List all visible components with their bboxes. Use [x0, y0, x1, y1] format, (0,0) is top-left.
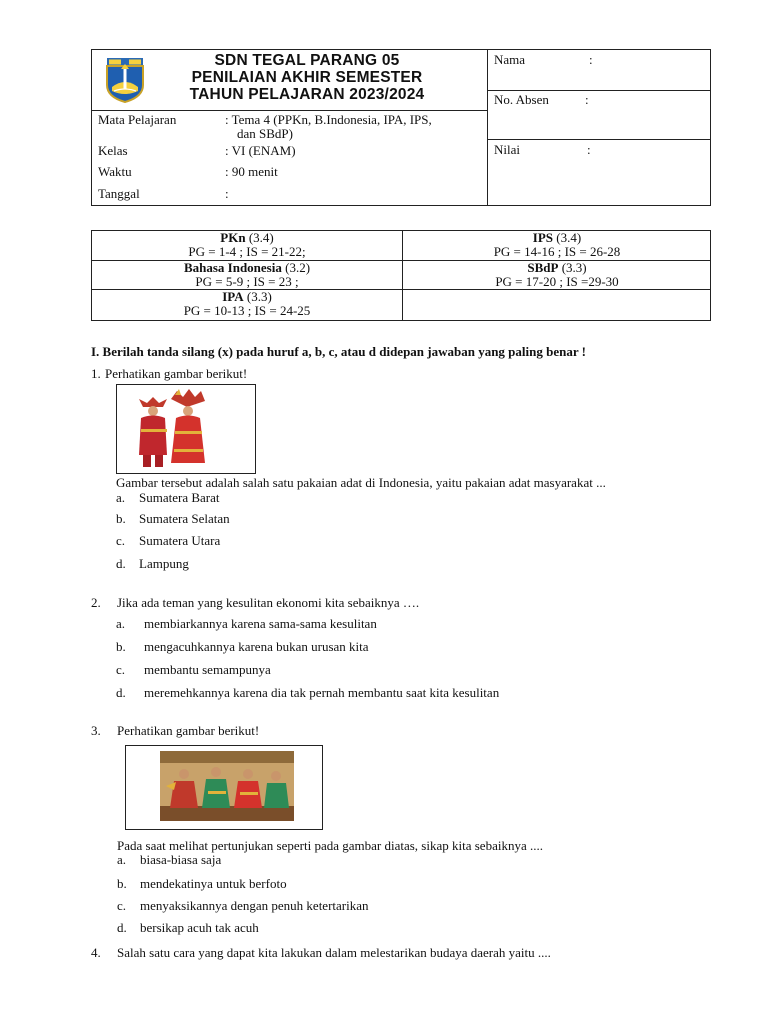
exam-header: [91, 49, 711, 206]
question-number: 3.: [91, 723, 101, 738]
subject-value-cont: dan SBdP): [237, 126, 293, 141]
table-cell: [402, 261, 712, 289]
subject-name: PKn: [220, 230, 246, 245]
traditional-costume-photo: [116, 384, 256, 474]
subject-detail: PG = 5-9 ; IS = 23 ;: [195, 274, 299, 289]
option-text[interactable]: membantu semampunya: [144, 662, 271, 677]
option-letter: a.: [116, 616, 126, 631]
subject-label: Mata Pelajaran: [98, 112, 177, 127]
subject-detail: PG = 14-16 ; IS = 26-28: [493, 244, 621, 259]
option-text[interactable]: Lampung: [139, 556, 189, 571]
subject-kd: (3.3): [561, 260, 587, 275]
option-text[interactable]: biasa-biasa saja: [140, 852, 222, 867]
question-number: 2.: [91, 595, 101, 610]
option-letter: b.: [116, 639, 126, 654]
subject-name: SBdP: [527, 260, 559, 275]
subject-kd: (3.4): [248, 230, 274, 245]
header-divider: [487, 50, 488, 205]
school-name: SDN TEGAL PARANG 05: [214, 52, 400, 69]
table-cell: [402, 231, 712, 259]
subject-kd: (3.4): [556, 230, 582, 245]
subject-name: IPA: [222, 289, 244, 304]
subject-detail: PG = 10-13 ; IS = 24-25: [183, 303, 311, 318]
subject-name: IPS: [532, 230, 554, 245]
subject-kd: (3.2): [285, 260, 311, 275]
table-cell: [92, 231, 402, 259]
name-label: Nama: [494, 52, 526, 67]
question-stem: Gambar tersebut adalah salah satu pakaian adat di Indonesia, yaitu pakaian adat masyarakat ...: [116, 475, 606, 490]
option-text[interactable]: mengacuhkannya karena bukan urusan kita: [144, 639, 369, 654]
header-divider: [487, 90, 711, 91]
option-letter: d.: [117, 920, 127, 935]
subject-value: : Tema 4 (PPKn, B.Indonesia, IPA, IPS,: [225, 112, 432, 127]
question-stem: Pada saat melihat pertunjukan seperti pada gambar diatas, sikap kita sebaiknya ....: [117, 838, 543, 853]
option-letter: c.: [116, 662, 126, 677]
time-value: : 90 menit: [225, 164, 278, 179]
question-prompt: Perhatikan gambar berikut!: [105, 366, 248, 381]
option-text[interactable]: menyaksikannya dengan penuh ketertarikan: [140, 898, 369, 913]
class-label: Kelas: [98, 143, 128, 158]
subject-distribution-table: [91, 230, 711, 321]
subject-name: Bahasa Indonesia: [183, 260, 282, 275]
option-letter: b.: [116, 511, 126, 526]
option-text[interactable]: Sumatera Utara: [139, 533, 221, 548]
option-letter: a.: [116, 490, 126, 505]
date-label: Tanggal: [98, 186, 140, 201]
jakarta-crest-icon: [104, 57, 146, 103]
option-letter: b.: [117, 876, 127, 891]
option-letter: c.: [116, 533, 126, 548]
absen-field[interactable]: :: [585, 92, 589, 107]
subject-detail: PG = 1-4 ; IS = 21-22;: [188, 244, 306, 259]
subject-detail: PG = 17-20 ; IS =29-30: [495, 274, 619, 289]
header-divider: [487, 139, 711, 140]
option-text[interactable]: Sumatera Barat: [139, 490, 220, 505]
score-label: Nilai: [494, 142, 520, 157]
option-letter: c.: [117, 898, 127, 913]
option-letter: d.: [116, 556, 126, 571]
section-instruction: I. Berilah tanda silang (x) pada huruf a, b, c, atau d didepan jawaban yang paling benar !: [91, 344, 586, 359]
question-prompt: Salah satu cara yang dapat kita lakukan dalam melestarikan budaya daerah yaitu ....: [117, 945, 551, 960]
absen-label: No. Absen: [494, 92, 549, 107]
option-text[interactable]: membiarkannya karena sama-sama kesulitan: [144, 616, 377, 631]
option-letter: a.: [117, 852, 127, 867]
score-field[interactable]: :: [587, 142, 591, 157]
option-text[interactable]: bersikap acuh tak acuh: [140, 920, 259, 935]
time-label: Waktu: [98, 164, 132, 179]
question-number: 1.: [91, 366, 101, 381]
option-text[interactable]: mendekatinya untuk berfoto: [140, 876, 287, 891]
subject-kd: (3.3): [246, 289, 272, 304]
class-value: : VI (ENAM): [225, 143, 296, 158]
exam-title: PENILAIAN AKHIR SEMESTER: [191, 69, 423, 86]
date-field[interactable]: :: [225, 186, 229, 201]
table-cell: [92, 290, 402, 318]
question-prompt: Jika ada teman yang kesulitan ekonomi kita sebaiknya ….: [117, 595, 420, 610]
academic-year: TAHUN PELAJARAN 2023/2024: [189, 86, 425, 103]
question-prompt: Perhatikan gambar berikut!: [117, 723, 260, 738]
name-field[interactable]: :: [589, 52, 593, 67]
question-number: 4.: [91, 945, 101, 960]
header-divider: [92, 110, 487, 111]
table-cell: [92, 261, 402, 289]
traditional-dance-photo: [125, 745, 323, 830]
option-text[interactable]: meremehkannya karena dia tak pernah membantu saat kita kesulitan: [144, 685, 500, 700]
option-text[interactable]: Sumatera Selatan: [139, 511, 230, 526]
option-letter: d.: [116, 685, 126, 700]
